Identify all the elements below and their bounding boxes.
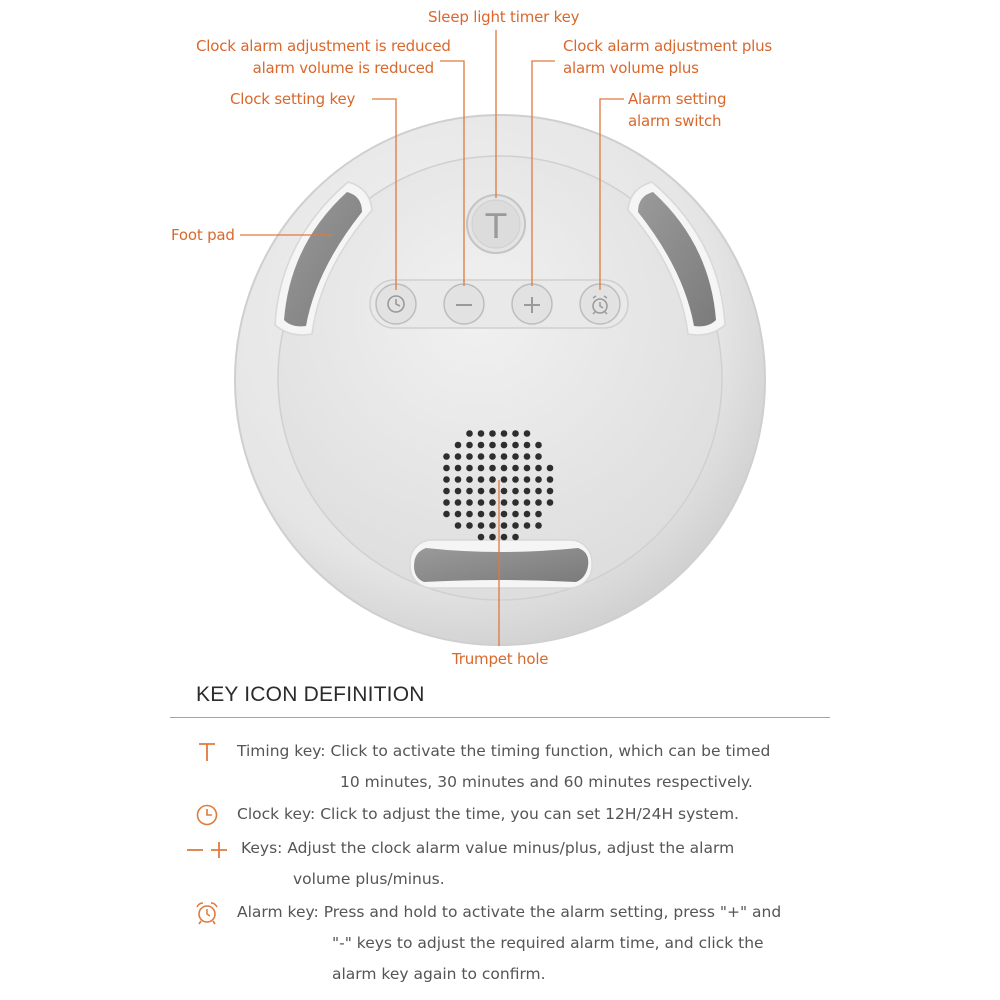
speaker-hole xyxy=(501,430,508,437)
speaker-hole xyxy=(466,476,473,483)
label-minus-key: Clock alarm adjustment is reduced alarm volume is reduced xyxy=(196,37,451,77)
speaker-hole xyxy=(466,511,473,518)
speaker-hole xyxy=(489,442,496,449)
speaker-hole xyxy=(466,522,473,529)
speaker-hole xyxy=(478,511,485,518)
speaker-hole xyxy=(489,465,496,472)
label-clock-key: Clock setting key xyxy=(230,90,356,108)
title-divider xyxy=(170,717,830,718)
speaker-hole xyxy=(524,488,531,495)
timer-button[interactable] xyxy=(467,195,525,253)
speaker-hole xyxy=(524,476,531,483)
speaker-hole xyxy=(455,522,462,529)
definition-timing: Timing key: Click to activate the timing function, which can be timed 10 minutes, 30 minutes and 60 minutes respectively. xyxy=(237,742,771,791)
speaker-hole xyxy=(466,465,473,472)
speaker-hole xyxy=(547,476,554,483)
speaker-hole xyxy=(443,465,450,472)
speaker-hole xyxy=(478,430,485,437)
speaker-hole xyxy=(535,511,542,518)
speaker-hole xyxy=(524,430,531,437)
speaker-hole xyxy=(547,488,554,495)
speaker-hole xyxy=(501,476,508,483)
clock-icon xyxy=(195,803,219,827)
label-foot-pad: Foot pad xyxy=(171,226,235,244)
speaker-hole xyxy=(455,511,462,518)
speaker-hole xyxy=(535,488,542,495)
speaker-hole xyxy=(478,442,485,449)
speaker-hole xyxy=(524,511,531,518)
speaker-hole xyxy=(512,476,519,483)
speaker-hole xyxy=(466,499,473,506)
speaker-hole xyxy=(489,430,496,437)
speaker-hole xyxy=(455,453,462,460)
speaker-hole xyxy=(547,465,554,472)
speaker-hole xyxy=(501,453,508,460)
speaker-hole xyxy=(443,488,450,495)
speaker-hole xyxy=(535,522,542,529)
speaker-hole xyxy=(478,499,485,506)
speaker-hole xyxy=(535,499,542,506)
speaker-hole xyxy=(512,453,519,460)
speaker-hole xyxy=(489,476,496,483)
speaker-hole xyxy=(455,499,462,506)
minus-button[interactable] xyxy=(444,284,484,324)
speaker-hole xyxy=(535,476,542,483)
speaker-hole xyxy=(535,453,542,460)
speaker-hole xyxy=(489,522,496,529)
speaker-hole xyxy=(466,453,473,460)
label-plus-key: Clock alarm adjustment plus alarm volume plus xyxy=(563,37,773,77)
speaker-hole xyxy=(512,522,519,529)
speaker-hole xyxy=(501,534,508,541)
speaker-hole xyxy=(455,488,462,495)
speaker-hole xyxy=(501,465,508,472)
speaker-hole xyxy=(489,511,496,518)
speaker-hole xyxy=(524,453,531,460)
definition-minus-plus: Keys: Adjust the clock alarm value minus/plus, adjust the alarm volume plus/minus. xyxy=(241,839,735,888)
speaker-hole xyxy=(443,499,450,506)
speaker-hole xyxy=(478,465,485,472)
speaker-hole xyxy=(501,522,508,529)
speaker-hole xyxy=(443,476,450,483)
speaker-hole xyxy=(455,442,462,449)
speaker-hole xyxy=(455,465,462,472)
speaker-hole xyxy=(512,511,519,518)
plus-button[interactable] xyxy=(512,284,552,324)
label-alarm-key: Alarm setting alarm switch xyxy=(628,90,727,130)
timer-t-icon xyxy=(196,741,218,763)
speaker-hole xyxy=(489,453,496,460)
speaker-hole xyxy=(455,476,462,483)
speaker-hole xyxy=(501,442,508,449)
speaker-hole xyxy=(512,534,519,541)
speaker-hole xyxy=(478,522,485,529)
speaker-hole xyxy=(443,453,450,460)
definitions-title: KEY ICON DEFINITION xyxy=(196,683,425,706)
speaker-hole xyxy=(512,465,519,472)
speaker-hole xyxy=(466,442,473,449)
speaker-hole xyxy=(489,534,496,541)
speaker-hole xyxy=(501,488,508,495)
speaker-hole xyxy=(478,488,485,495)
speaker-hole xyxy=(501,499,508,506)
speaker-hole xyxy=(524,465,531,472)
speaker-hole xyxy=(489,488,496,495)
foot-pad-bottom xyxy=(410,540,592,588)
alarm-clock-icon xyxy=(194,900,220,926)
speaker-hole xyxy=(478,476,485,483)
speaker-hole xyxy=(501,511,508,518)
speaker-hole xyxy=(466,430,473,437)
speaker-hole xyxy=(466,488,473,495)
speaker-hole xyxy=(478,534,485,541)
speaker-hole xyxy=(524,499,531,506)
speaker-hole xyxy=(524,522,531,529)
minus-plus-icon xyxy=(185,838,231,862)
speaker-hole xyxy=(443,511,450,518)
speaker-hole xyxy=(478,453,485,460)
label-sleep-timer: Sleep light timer key xyxy=(428,8,580,26)
speaker-hole xyxy=(535,442,542,449)
speaker-hole xyxy=(512,488,519,495)
speaker-hole xyxy=(524,442,531,449)
definition-alarm: Alarm key: Press and hold to activate the alarm setting, press "+" and "-" keys to adjust the required alarm time, and click the alarm key again to confirm. xyxy=(237,903,782,983)
speaker-hole xyxy=(489,499,496,506)
speaker-hole xyxy=(535,465,542,472)
speaker-hole xyxy=(512,442,519,449)
definition-clock: Clock key: Click to adjust the time, you can set 12H/24H system. xyxy=(237,805,739,823)
speaker-hole xyxy=(512,499,519,506)
label-trumpet-hole: Trumpet hole xyxy=(452,650,549,668)
speaker-hole xyxy=(512,430,519,437)
speaker-hole xyxy=(547,499,554,506)
timer-button-glyph: T xyxy=(485,207,507,247)
